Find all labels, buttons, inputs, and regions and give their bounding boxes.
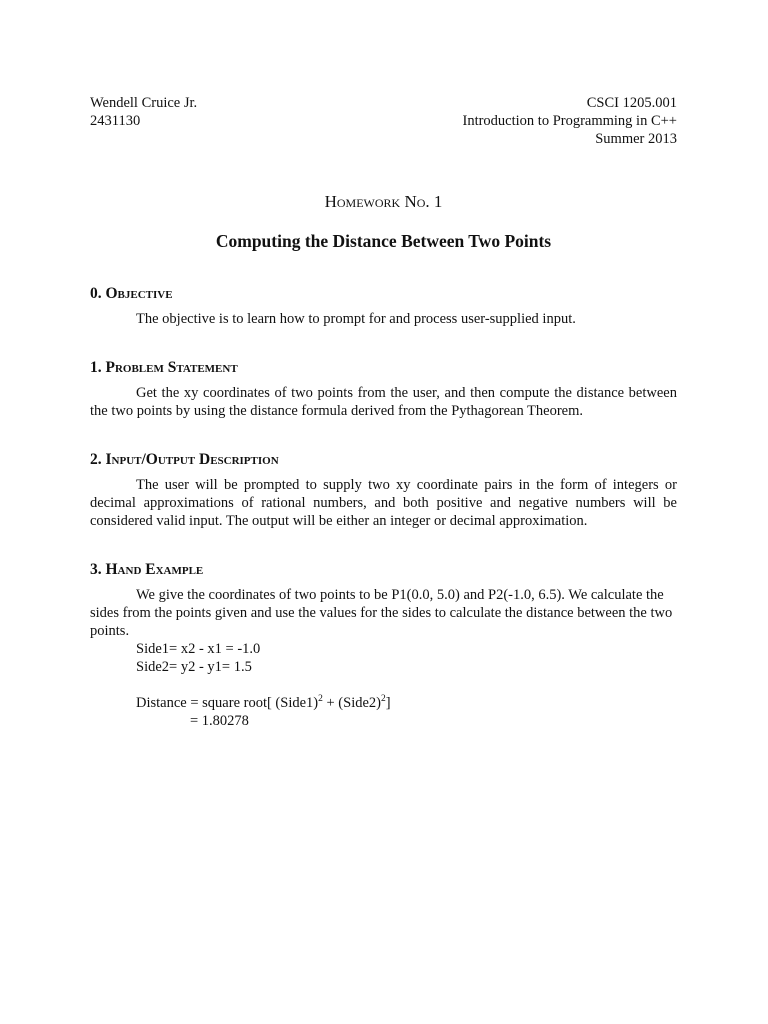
student-info [90, 94, 197, 130]
student-id: 2431130 [90, 113, 141, 129]
objective-text: The objective is to learn how to prompt for and process user-supplied input. [136, 311, 576, 327]
distance-mid: + (Side2) [322, 695, 381, 711]
distance-result: = 1.80278 [190, 713, 249, 729]
side1-equation: Side1= x2 - x1 = -1.0 [136, 641, 261, 657]
course-title: Introduction to Programming in C++ [462, 113, 677, 129]
author-name: Wendell Cruice Jr. [90, 95, 198, 111]
io-description-heading: 2. Input/Output Description [90, 451, 279, 468]
document-title: Computing the Distance Between Two Points [215, 231, 552, 251]
spacer [136, 676, 677, 694]
course-term: Summer 2013 [595, 131, 677, 147]
objective-heading: 0. Objective [90, 285, 173, 302]
homework-number: Homework No. 1 [324, 192, 443, 211]
distance-prefix: Distance = square root[ (Side1) [136, 695, 319, 711]
side2-equation: Side2= y2 - y1= 1.5 [136, 659, 252, 675]
exponent-1: 2 [318, 694, 323, 705]
distance-equation [136, 694, 677, 712]
course-code: CSCI 1205.001 [586, 95, 677, 111]
io-description-text: The user will be prompted to supply two xy coordinate pairs in the form of integers or decimal approximations of rational numbers, and both positive and negative numbers will be considered valid input. The output will be either an integer or decimal approximation. [90, 477, 677, 529]
exponent-2: 2 [381, 694, 386, 705]
hand-example-text: We give the coordinates of two points to be P1(0.0, 5.0) and P2(-1.0, 6.5). We calculate the sides from the points given and use the values for the sides to calculate the distance between the two points. [90, 587, 673, 639]
problem-statement-heading: 1. Problem Statement [90, 359, 238, 376]
hand-example-calculation [90, 640, 677, 730]
hand-example-heading: 3. Hand Example [90, 561, 204, 578]
distance-suffix: ] [385, 695, 391, 711]
document-header [90, 94, 677, 148]
problem-statement-text: Get the xy coordinates of two points from the user, and then compute the distance between the two points by using the distance formula derived from the Pythagorean Theorem. [90, 385, 677, 419]
course-info [462, 94, 677, 148]
document-page [90, 94, 677, 730]
